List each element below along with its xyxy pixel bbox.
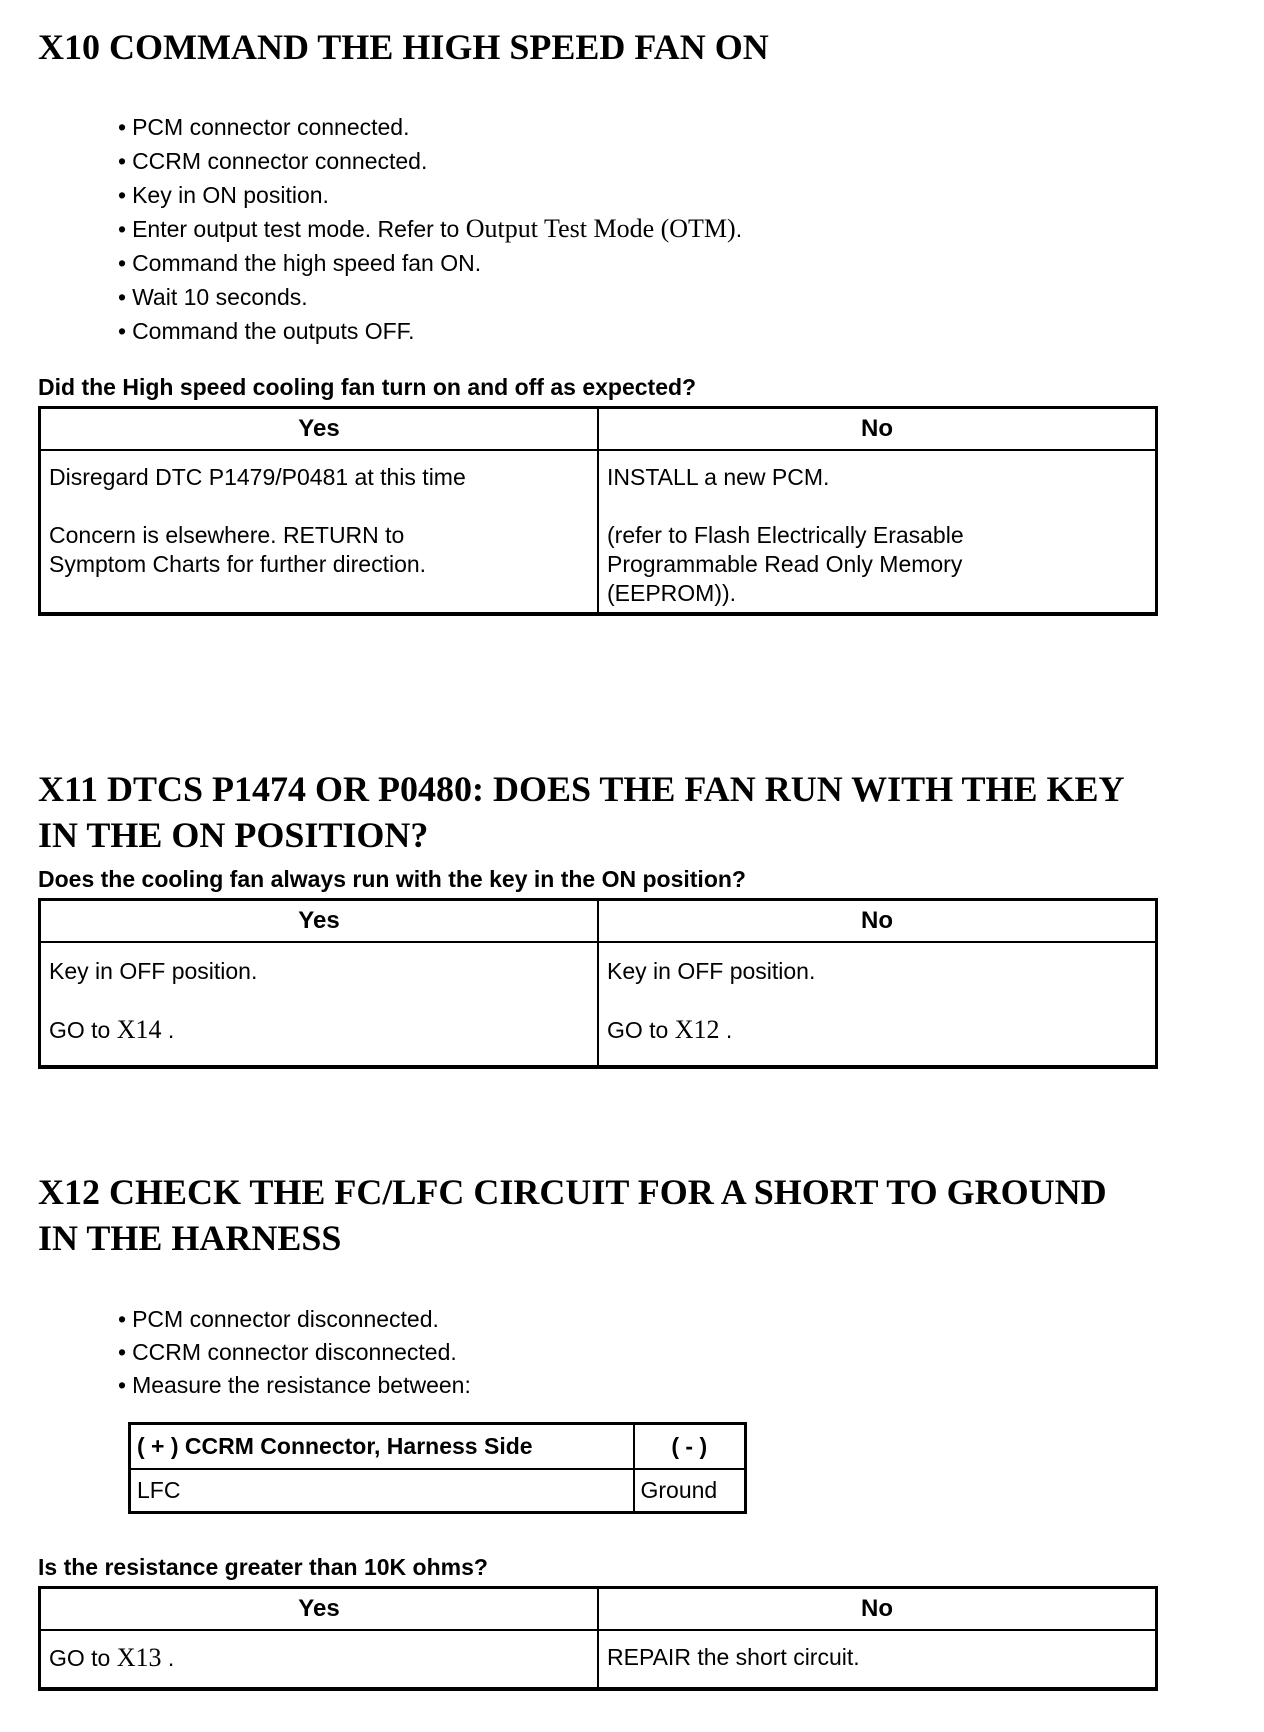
goto-line: GO to X12 .	[607, 1015, 733, 1044]
title-line: X12 CHECK THE FC/LFC CIRCUIT FOR A SHORT TO GROUND	[38, 1172, 1107, 1212]
negative-lead-value: Ground	[634, 1469, 746, 1513]
blank-line	[607, 492, 1145, 521]
table-header-row	[130, 1424, 746, 1470]
list-item: • PCM connector disconnected.	[118, 1303, 1230, 1336]
x12-no-cell	[598, 1630, 1157, 1689]
x10-bullet-list	[38, 110, 1230, 348]
cell-line: Disregard DTC P1479/P0481 at this time	[49, 464, 466, 490]
section-x12-title	[38, 1169, 1230, 1261]
table-header-row	[40, 408, 1157, 451]
goto-line: GO to X13 .	[49, 1643, 175, 1672]
list-item: • Key in ON position.	[118, 178, 1230, 212]
x11-yes-no-table	[38, 898, 1158, 1069]
x10-yes-no-table	[38, 406, 1158, 616]
cell-line: Key in OFF position.	[607, 958, 816, 984]
title-line: X11 DTCS P1474 OR P0480: DOES THE FAN RUN WITH THE KEY	[38, 769, 1125, 809]
list-item: • Command the high speed fan ON.	[118, 246, 1230, 280]
section-x11-title	[38, 766, 1230, 858]
title-line: IN THE HARNESS	[38, 1218, 342, 1258]
blank-line	[49, 986, 587, 1015]
cell-line: REPAIR the short circuit.	[607, 1644, 860, 1670]
list-item: • CCRM connector connected.	[118, 144, 1230, 178]
ref-x12: X12	[674, 1015, 720, 1044]
cell-line: (EEPROM)).	[607, 580, 737, 606]
section-x10-title: X10 COMMAND THE HIGH SPEED FAN ON	[38, 27, 769, 67]
cell-line: Programmable Read Only Memory	[607, 551, 963, 577]
yes-column-header: Yes	[40, 1588, 599, 1631]
cell-line: INSTALL a new PCM.	[607, 464, 830, 490]
list-item: • Measure the resistance between:	[118, 1369, 1230, 1402]
table-row	[40, 450, 1157, 614]
list-item: • Enter output test mode. Refer to Output Test Mode (OTM).	[118, 212, 1230, 246]
x12-question: Is the resistance greater than 10K ohms?	[38, 1554, 488, 1580]
positive-lead-value: LFC	[130, 1469, 634, 1513]
x10-yes-cell	[40, 450, 599, 614]
cell-line: Concern is elsewhere. RETURN to	[49, 522, 405, 548]
title-line: IN THE ON POSITION?	[38, 815, 429, 855]
yes-column-header: Yes	[40, 900, 599, 943]
x10-question: Did the High speed cooling fan turn on and off as expected?	[38, 374, 697, 400]
table-row	[130, 1469, 746, 1513]
x11-no-cell	[598, 942, 1157, 1067]
ref-output-test-mode: Output Test Mode (OTM)	[465, 214, 736, 243]
positive-lead-header: ( + ) CCRM Connector, Harness Side	[130, 1424, 634, 1470]
no-column-header: No	[598, 900, 1157, 943]
x12-bullet-list	[38, 1303, 1230, 1402]
list-item: • CCRM connector disconnected.	[118, 1336, 1230, 1369]
table-header-row	[40, 1588, 1157, 1631]
negative-lead-header: ( - )	[634, 1424, 746, 1470]
measurement-points-table	[128, 1422, 747, 1514]
x10-no-cell	[598, 450, 1157, 614]
goto-line: GO to X14 .	[49, 1015, 175, 1044]
blank-line	[49, 492, 587, 521]
ref-x13: X13	[116, 1643, 162, 1672]
cell-line: Key in OFF position.	[49, 958, 258, 984]
ref-x14: X14	[116, 1015, 162, 1044]
cell-line: Symptom Charts for further direction.	[49, 551, 427, 577]
table-row	[40, 1630, 1157, 1689]
x12-yes-no-table	[38, 1586, 1158, 1691]
x11-yes-cell	[40, 942, 599, 1067]
no-column-header: No	[598, 408, 1157, 451]
table-header-row	[40, 900, 1157, 943]
list-item: • Command the outputs OFF.	[118, 314, 1230, 348]
list-item: • PCM connector connected.	[118, 110, 1230, 144]
table-row	[40, 942, 1157, 1067]
list-item: • Wait 10 seconds.	[118, 280, 1230, 314]
no-column-header: No	[598, 1588, 1157, 1631]
cell-line: (refer to Flash Electrically Erasable	[607, 522, 964, 548]
blank-line	[607, 986, 1145, 1015]
x12-yes-cell	[40, 1630, 599, 1689]
yes-column-header: Yes	[40, 408, 599, 451]
x11-question: Does the cooling fan always run with the key in the ON position?	[38, 866, 746, 892]
